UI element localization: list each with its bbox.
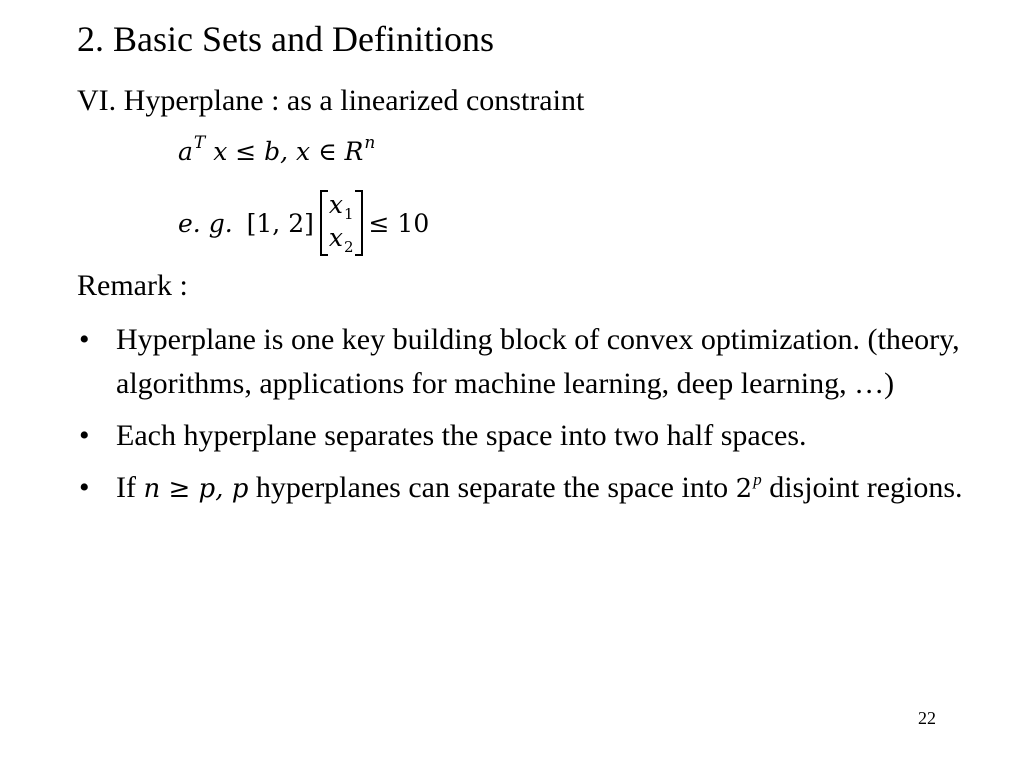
page-number: 22 (918, 708, 936, 728)
bullet-text-suffix: disjoint regions. (761, 471, 963, 504)
example-inequality (178, 188, 429, 258)
hyperplane-inequality (178, 134, 375, 173)
bullet-math: n ≥ p, p (143, 474, 249, 504)
column-vector (320, 190, 363, 256)
bullet-text-prefix: If (116, 471, 144, 504)
remark-label: Remark : (77, 269, 188, 302)
column-vector-entry-1: $x_1$ (328, 190, 354, 223)
bullet-dot: • (79, 419, 90, 452)
bullet-item (77, 466, 977, 514)
eq1-rest: x ≤ b, x ∈ R (213, 137, 364, 166)
bullet-dot: • (79, 471, 90, 504)
bullet-item (77, 318, 977, 406)
power-exponent: p (753, 470, 762, 489)
eq1-transpose: T (193, 133, 206, 153)
power-base: 2 (735, 474, 753, 504)
eq2-prefix: e. g. (178, 208, 233, 238)
eq2-suffix: ≤ 10 (368, 208, 430, 238)
eq1-a: a (178, 137, 193, 166)
section-subtitle: VI. Hyperplane : as a linearized constraint (77, 84, 585, 117)
column-vector-entry-2: $x_2$ (328, 223, 354, 256)
eq1-dimension: n (364, 133, 376, 153)
bullet-item (77, 414, 977, 458)
bullet-text: Hyperplane is one key building block of convex optimization. (theory, algorithms, applications for machine learning, deep learning, …) (116, 323, 960, 400)
bullet-dot: • (79, 323, 90, 356)
remark-bullet-list (77, 318, 977, 522)
bullet-text-middle: hyperplanes can separate the space into (248, 471, 736, 504)
bullet-text: Each hyperplane separates the space into two half spaces. (116, 419, 807, 452)
eq2-row-vector: [1, 2] (246, 208, 314, 238)
slide-title: 2. Basic Sets and Definitions (77, 19, 494, 59)
